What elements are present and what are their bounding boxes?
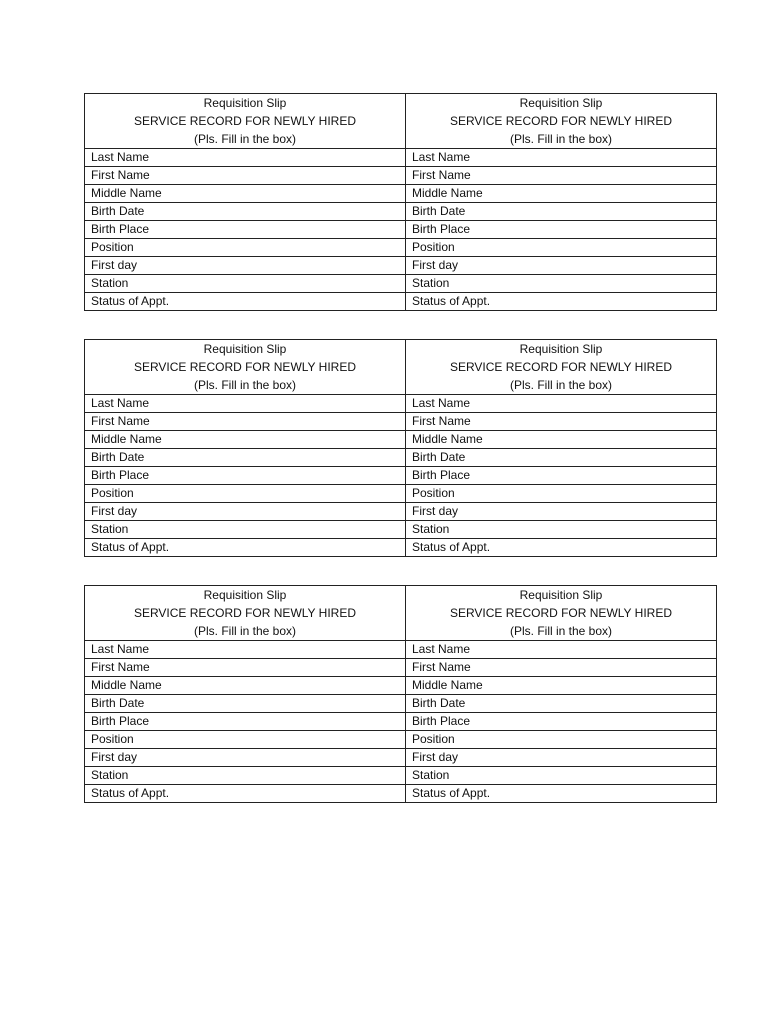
field-label-cell: Last Name [406,641,717,659]
field-label-cell: First Name [85,413,406,431]
field-label-cell: Station [85,521,406,539]
slip-title: Requisition Slip [519,96,603,110]
slip-header-cell [85,94,406,149]
field-label-cell: Station [406,521,717,539]
table-row [85,485,717,503]
table-row [85,731,717,749]
slip-subtitle: SERVICE RECORD FOR NEWLY HIRED [449,606,673,620]
field-label-cell: Station [406,767,717,785]
field-label-cell: First Name [406,413,717,431]
field-label-cell: Position [406,239,717,257]
slip-header-cell [406,586,717,641]
table-row [85,185,717,203]
slip-title: Requisition Slip [519,588,603,602]
slip-subtitle: SERVICE RECORD FOR NEWLY HIRED [133,360,357,374]
table-row [85,149,717,167]
field-label-cell: Position [85,731,406,749]
field-label-cell: Status of Appt. [85,293,406,311]
field-label-cell: First Name [406,659,717,677]
slip-instruction: (Pls. Fill in the box) [193,132,297,146]
field-label-cell: First day [85,257,406,275]
table-row [85,221,717,239]
slip-header-row [85,94,717,149]
field-label-cell: First day [85,503,406,521]
field-label-cell: Position [85,239,406,257]
field-label-cell: Birth Place [406,221,717,239]
field-label-cell: Birth Place [406,467,717,485]
field-label-cell: Middle Name [85,677,406,695]
slip-title: Requisition Slip [203,588,287,602]
table-row [85,713,717,731]
field-label-cell: Birth Date [406,203,717,221]
field-label-cell: Birth Date [406,449,717,467]
field-label-cell: Birth Date [85,203,406,221]
field-label-cell: Status of Appt. [406,293,717,311]
slip-header-cell [85,586,406,641]
field-label-cell: Station [406,275,717,293]
field-label-cell: Station [85,767,406,785]
requisition-slip-table [84,339,717,557]
table-row [85,677,717,695]
table-row [85,293,717,311]
table-row [85,203,717,221]
field-label-cell: Status of Appt. [85,785,406,803]
slip-instruction: (Pls. Fill in the box) [509,132,613,146]
table-row [85,413,717,431]
table-row [85,239,717,257]
slip-title: Requisition Slip [203,96,287,110]
field-label-cell: Middle Name [85,185,406,203]
field-label-cell: Last Name [406,149,717,167]
field-label-cell: Position [406,731,717,749]
slip-instruction: (Pls. Fill in the box) [509,378,613,392]
field-label-cell: Birth Place [85,221,406,239]
table-row [85,395,717,413]
field-label-cell: Birth Place [406,713,717,731]
table-row [85,167,717,185]
requisition-slip-table [84,93,717,311]
field-label-cell: Station [85,275,406,293]
field-label-cell: Birth Place [85,713,406,731]
slip-instruction: (Pls. Fill in the box) [509,624,613,638]
slip-header-cell [406,340,717,395]
table-row [85,257,717,275]
table-row [85,749,717,767]
table-row [85,449,717,467]
table-row [85,539,717,557]
field-label-cell: First Name [85,167,406,185]
field-label-cell: First Name [406,167,717,185]
field-label-cell: Last Name [406,395,717,413]
slip-subtitle: SERVICE RECORD FOR NEWLY HIRED [133,114,357,128]
table-row [85,767,717,785]
field-label-cell: Middle Name [85,431,406,449]
field-label-cell: Last Name [85,395,406,413]
field-label-cell: Middle Name [406,431,717,449]
field-label-cell: Position [406,485,717,503]
slip-instruction: (Pls. Fill in the box) [193,378,297,392]
field-label-cell: First Name [85,659,406,677]
field-label-cell: Status of Appt. [85,539,406,557]
field-label-cell: First day [406,503,717,521]
requisition-slip-table [84,585,717,803]
field-label-cell: Last Name [85,641,406,659]
table-row [85,503,717,521]
slip-title: Requisition Slip [519,342,603,356]
slip-header-row [85,586,717,641]
slip-title: Requisition Slip [203,342,287,356]
slip-instruction: (Pls. Fill in the box) [193,624,297,638]
field-label-cell: First day [406,257,717,275]
field-label-cell: Birth Place [85,467,406,485]
field-label-cell: Position [85,485,406,503]
field-label-cell: Middle Name [406,185,717,203]
table-row [85,659,717,677]
slip-header-cell [85,340,406,395]
table-row [85,521,717,539]
table-row [85,641,717,659]
field-label-cell: Status of Appt. [406,785,717,803]
field-label-cell: First day [406,749,717,767]
table-row [85,275,717,293]
field-label-cell: First day [85,749,406,767]
table-row [85,467,717,485]
field-label-cell: Birth Date [85,695,406,713]
slip-header-row [85,340,717,395]
field-label-cell: Birth Date [406,695,717,713]
field-label-cell: Middle Name [406,677,717,695]
slip-subtitle: SERVICE RECORD FOR NEWLY HIRED [449,114,673,128]
slip-subtitle: SERVICE RECORD FOR NEWLY HIRED [449,360,673,374]
table-row [85,431,717,449]
table-row [85,785,717,803]
slip-header-cell [406,94,717,149]
field-label-cell: Status of Appt. [406,539,717,557]
field-label-cell: Last Name [85,149,406,167]
table-row [85,695,717,713]
field-label-cell: Birth Date [85,449,406,467]
slip-subtitle: SERVICE RECORD FOR NEWLY HIRED [133,606,357,620]
